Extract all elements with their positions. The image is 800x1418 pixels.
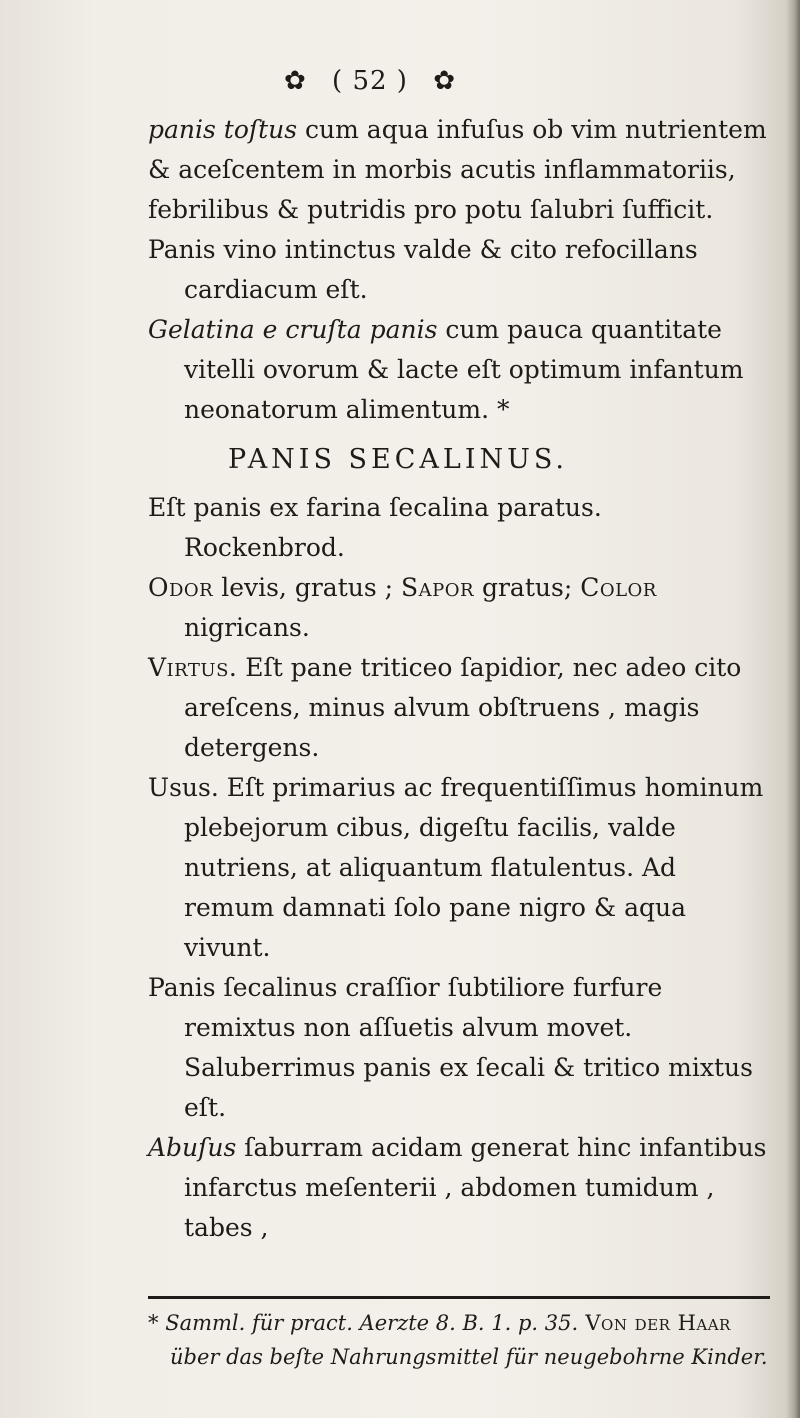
label-color: Color: [580, 573, 657, 602]
paragraph-panis-tostus-text: cum aqua infuſus ob vim nutrientem & aceſcentem in morbis acutis inflammatoriis, febrilibus & putridis pro potu ſalubri ſufficit.: [148, 115, 767, 224]
section-heading: PANIS SECALINUS.: [228, 444, 569, 475]
page-header: [0, 66, 740, 96]
usus-text: Eſt primarius ac frequentiſſimus hominum plebejorum cibus, digeſtu facilis, valde nutriens, at aliquantum flatulentus. Ad remum damnati ſolo pane nigro & aqua vivunt.: [184, 773, 764, 962]
paragraph-panis-vino-text: Panis vino intinctus valde & cito refocillans cardiacum eſt.: [148, 235, 698, 304]
footnote-text: [148, 1306, 778, 1374]
right-ornament-icon: ✿: [433, 66, 457, 96]
label-abusus: Abuſus: [148, 1133, 237, 1162]
paragraph-odor-sapor-color: [148, 568, 768, 648]
paragraph-gelatina-text: cum pauca quantitate vitelli ovorum & lacte eſt optimum infantum neonatorum alimentum. *: [184, 315, 744, 424]
label-virtus: Virtus.: [148, 653, 238, 682]
paragraph-virtus: [148, 648, 768, 768]
abusus-text: ſaburram acidam generat hinc infantibus infarctus meſenterii , abdomen tumidum , tabes ,: [184, 1133, 767, 1242]
paragraph-abusus: [148, 1128, 768, 1248]
color-text: nigricans.: [184, 613, 310, 642]
paragraph-est: [148, 488, 768, 568]
term-gelatina: Gelatina e cruſta panis: [148, 315, 438, 344]
footnote-title: über das beſte Nahrungsmittel für neugebohrne Kinder.: [170, 1345, 768, 1369]
paragraph-est-text: Eſt panis ex farina ſecalina paratus. Rockenbrod.: [148, 493, 602, 562]
virtus-text: Eſt pane triticeo ſapidior, nec adeo cito areſcens, minus alvum obſtruens , magis detergens.: [184, 653, 742, 762]
paragraph-gelatina: [148, 310, 768, 430]
footnote-von-der-haar: Von der Haar: [578, 1311, 731, 1335]
paragraph-usus: [148, 768, 768, 968]
page-edge-shadow: [786, 0, 800, 1418]
page-number: ( 52 ): [332, 66, 408, 96]
sapor-text: gratus;: [474, 573, 581, 602]
paragraph-panis-vino: [148, 230, 768, 310]
label-odor: Odor: [148, 573, 214, 602]
paragraph-panis-tostus: [148, 110, 768, 230]
paragraph-crassior: [148, 968, 768, 1128]
footnote-star: *: [148, 1311, 166, 1335]
label-usus: Usus.: [148, 773, 219, 802]
label-sapor: Sapor: [400, 573, 475, 602]
footnote: [148, 1306, 778, 1374]
odor-text: levis, gratus ;: [213, 573, 401, 602]
footnote-citation: Samml. für pract. Aerzte 8. B. 1. p. 35.: [165, 1311, 579, 1335]
term-panis-tostus: panis toſtus: [148, 115, 298, 144]
crassior-text: Panis ſecalinus craſſior ſubtiliore furfure remixtus non aſſuetis alvum movet. Saluberrimus panis ex ſecali & tritico mixtus eſt.: [148, 973, 753, 1122]
main-text: [148, 110, 768, 1248]
left-ornament-icon: ✿: [283, 66, 307, 96]
footnote-divider: [148, 1296, 770, 1299]
